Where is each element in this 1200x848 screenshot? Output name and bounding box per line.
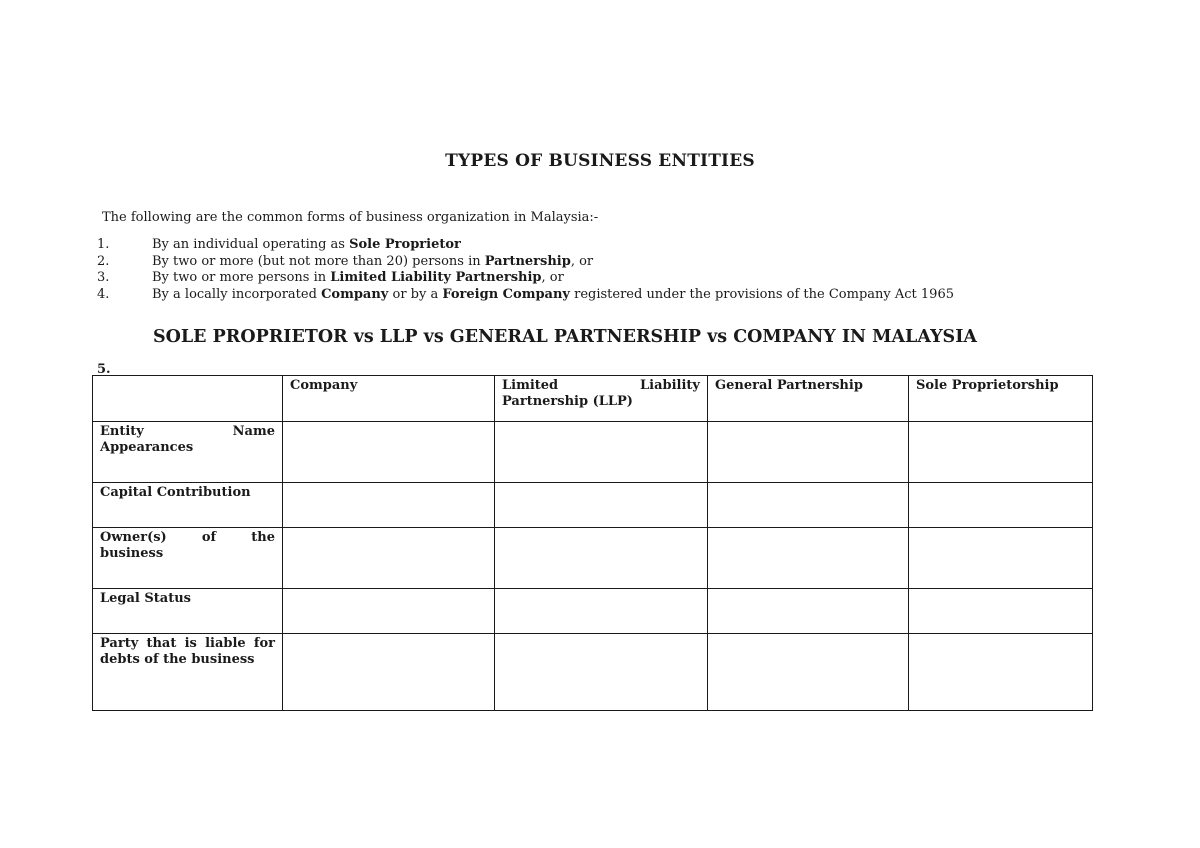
table-cell: [909, 422, 1093, 483]
document-title: TYPES OF BUSINESS ENTITIES: [445, 151, 755, 171]
table-cell: [708, 589, 909, 634]
table-header-cell: General Partnership: [708, 376, 909, 422]
table-cell: [283, 589, 495, 634]
table-cell: [283, 528, 495, 589]
list-item-text: By two or more (but not more than 20) persons in Partnership, or: [152, 253, 594, 269]
comparison-table: [92, 375, 1093, 711]
table-row-label: Legal Status: [93, 589, 283, 634]
list-item: [97, 237, 954, 254]
table-cell: [495, 422, 708, 483]
table-row-label: Capital Contribution: [93, 483, 283, 528]
table-cell: [495, 483, 708, 528]
table-row-label: Owner(s) of the business: [93, 528, 283, 589]
table-cell: [909, 589, 1093, 634]
table-row: [93, 528, 1093, 589]
table-header-row: [93, 376, 1093, 422]
table-row: [93, 589, 1093, 634]
list-item-text: By an individual operating as Sole Proprietor: [152, 237, 461, 252]
intro-text: The following are the common forms of business organization in Malaysia:-: [102, 210, 599, 225]
table-row-label: Party that is liable for debts of the business: [93, 634, 283, 711]
table-cell: [708, 483, 909, 528]
table-header-cell: Sole Proprietorship: [909, 376, 1093, 422]
table-cell: [708, 422, 909, 483]
section-number: 5.: [97, 362, 111, 377]
table-cell: [283, 483, 495, 528]
list-item-number: 3.: [97, 270, 110, 285]
list-item-number: 1.: [97, 237, 110, 252]
table-cell: [283, 422, 495, 483]
list-item-number: 2.: [97, 253, 110, 269]
table-header-cell: Company: [283, 376, 495, 422]
list-item: [97, 270, 954, 287]
table-cell: [909, 634, 1093, 711]
list-item-text: By two or more persons in Limited Liability Partnership, or: [152, 270, 564, 285]
table-cell: [495, 528, 708, 589]
table-header-cell: Limited Liability Partnership (LLP): [495, 376, 708, 422]
comparison-subtitle: SOLE PROPRIETOR vs LLP vs GENERAL PARTNERSHIP vs COMPANY IN MALAYSIA: [153, 327, 977, 347]
entity-list: [97, 237, 954, 303]
table-cell: [708, 634, 909, 711]
list-item-number: 4.: [97, 286, 110, 302]
table-cell: [495, 589, 708, 634]
table-cell: [909, 528, 1093, 589]
table-cell: [283, 634, 495, 711]
table-row-label: Entity Name Appearances: [93, 422, 283, 483]
list-item: [97, 254, 954, 271]
table-row: [93, 422, 1093, 483]
table-cell: [708, 528, 909, 589]
table-header-cell: [93, 376, 283, 422]
list-item: [97, 287, 954, 304]
table-cell: [495, 634, 708, 711]
table-row: [93, 634, 1093, 711]
table-row: [93, 483, 1093, 528]
table-cell: [909, 483, 1093, 528]
list-item-text: By a locally incorporated Company or by a Foreign Company registered under the provisions of the Company Act 1965: [152, 286, 954, 302]
